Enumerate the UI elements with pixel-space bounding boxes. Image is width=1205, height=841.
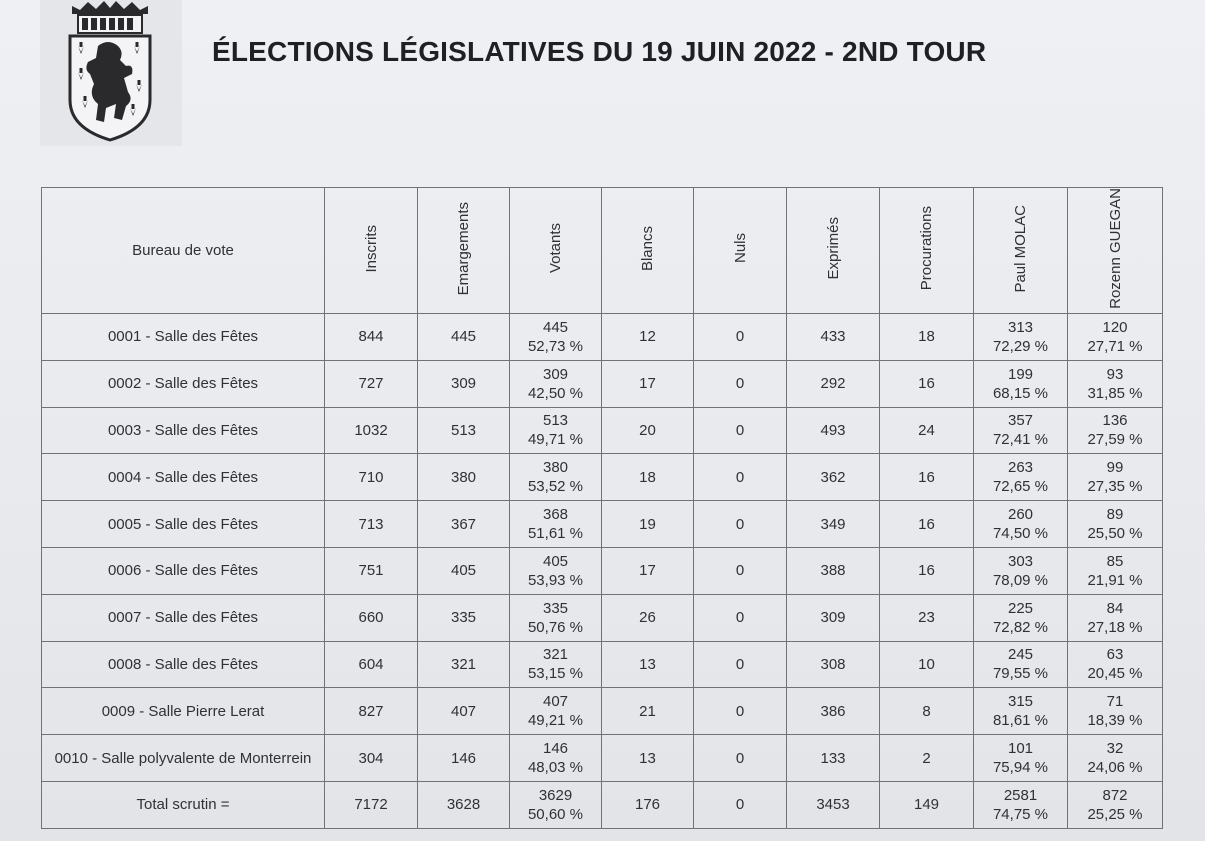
cell-votants bbox=[510, 735, 602, 782]
cell-percentage: 53,52 % bbox=[527, 478, 584, 496]
cell-procurations: 8 bbox=[880, 688, 974, 735]
cell-candidate-1 bbox=[974, 735, 1068, 782]
table-row bbox=[42, 641, 1163, 688]
page-title: ÉLECTIONS LÉGISLATIVES DU 19 JUIN 2022 - 2ND TOUR bbox=[212, 36, 987, 67]
cell-bureau: 0010 - Salle polyvalente de Monterrein bbox=[42, 735, 325, 782]
cell-nuls: 0 bbox=[694, 547, 787, 594]
cell-count: 407 bbox=[542, 693, 569, 711]
cell-procurations: 16 bbox=[880, 547, 974, 594]
cell-blancs: 12 bbox=[602, 314, 694, 361]
cell-percentage: 53,93 % bbox=[527, 571, 584, 589]
cell-inscrits: 304 bbox=[325, 735, 418, 782]
cell-emargements: 309 bbox=[418, 360, 510, 407]
cell-percentage: 27,59 % bbox=[1087, 431, 1143, 449]
cell-inscrits: 751 bbox=[325, 547, 418, 594]
column-header-label: Exprimés bbox=[824, 217, 842, 280]
cell-count: 99 bbox=[1106, 459, 1124, 477]
cell-inscrits: 844 bbox=[325, 314, 418, 361]
table-row bbox=[42, 735, 1163, 782]
cell-candidate-2 bbox=[1068, 407, 1163, 454]
cell-blancs: 26 bbox=[602, 594, 694, 641]
cell-exprimes: 493 bbox=[787, 407, 880, 454]
cell-count: 245 bbox=[1007, 646, 1034, 664]
table-row bbox=[42, 688, 1163, 735]
cell-candidate-2 bbox=[1068, 781, 1163, 828]
cell-count: 357 bbox=[1007, 412, 1034, 430]
cell-count: 405 bbox=[542, 552, 569, 570]
cell-blancs: 176 bbox=[602, 781, 694, 828]
cell-emargements: 380 bbox=[418, 454, 510, 501]
cell-emargements: 513 bbox=[418, 407, 510, 454]
cell-procurations: 16 bbox=[880, 454, 974, 501]
cell-candidate-2 bbox=[1068, 641, 1163, 688]
cell-percentage: 27,71 % bbox=[1087, 337, 1143, 355]
cell-exprimes: 133 bbox=[787, 735, 880, 782]
cell-blancs: 13 bbox=[602, 735, 694, 782]
cell-procurations: 10 bbox=[880, 641, 974, 688]
cell-bureau: 0005 - Salle des Fêtes bbox=[42, 501, 325, 548]
column-header-nuls bbox=[694, 188, 787, 314]
cell-percentage: 50,76 % bbox=[527, 618, 584, 636]
cell-percentage: 74,50 % bbox=[992, 525, 1049, 543]
cell-percentage: 78,09 % bbox=[992, 571, 1049, 589]
cell-count: 313 bbox=[1007, 318, 1034, 336]
column-header-label: Nuls bbox=[731, 233, 749, 264]
cell-votants bbox=[510, 407, 602, 454]
cell-candidate-1 bbox=[974, 594, 1068, 641]
cell-candidate-2 bbox=[1068, 454, 1163, 501]
cell-candidate-1 bbox=[974, 501, 1068, 548]
cell-count: 101 bbox=[1007, 740, 1034, 758]
cell-count: 136 bbox=[1102, 412, 1128, 430]
cell-exprimes: 362 bbox=[787, 454, 880, 501]
cell-votants bbox=[510, 501, 602, 548]
cell-count: 872 bbox=[1102, 786, 1128, 804]
cell-count: 309 bbox=[542, 365, 569, 383]
cell-bureau: 0007 - Salle des Fêtes bbox=[42, 594, 325, 641]
cell-candidate-1 bbox=[974, 360, 1068, 407]
cell-blancs: 13 bbox=[602, 641, 694, 688]
cell-votants bbox=[510, 688, 602, 735]
cell-exprimes: 308 bbox=[787, 641, 880, 688]
column-header-label: Paul MOLAC bbox=[1012, 204, 1029, 293]
cell-count: 146 bbox=[542, 740, 569, 758]
cell-percentage: 72,29 % bbox=[992, 337, 1049, 355]
cell-emargements: 367 bbox=[418, 501, 510, 548]
cell-nuls: 0 bbox=[694, 641, 787, 688]
cell-candidate-1 bbox=[974, 781, 1068, 828]
cell-emargements: 146 bbox=[418, 735, 510, 782]
cell-percentage: 81,61 % bbox=[992, 712, 1049, 730]
column-header-label: Votants bbox=[547, 223, 564, 274]
cell-bureau: 0004 - Salle des Fêtes bbox=[42, 454, 325, 501]
cell-count: 3629 bbox=[538, 786, 573, 804]
cell-votants bbox=[510, 641, 602, 688]
cell-candidate-2 bbox=[1068, 594, 1163, 641]
cell-count: 513 bbox=[542, 412, 569, 430]
coat-of-arms-icon bbox=[64, 0, 156, 142]
cell-procurations: 18 bbox=[880, 314, 974, 361]
cell-bureau: 0008 - Salle des Fêtes bbox=[42, 641, 325, 688]
cell-votants bbox=[510, 781, 602, 828]
cell-candidate-2 bbox=[1068, 547, 1163, 594]
cell-count: 335 bbox=[542, 599, 569, 617]
cell-nuls: 0 bbox=[694, 314, 787, 361]
cell-nuls: 0 bbox=[694, 781, 787, 828]
cell-inscrits: 827 bbox=[325, 688, 418, 735]
cell-percentage: 74,75 % bbox=[992, 805, 1049, 823]
column-header-votants bbox=[510, 188, 602, 314]
table-row bbox=[42, 407, 1163, 454]
cell-bureau: 0006 - Salle des Fêtes bbox=[42, 547, 325, 594]
cell-count: 120 bbox=[1102, 318, 1128, 336]
cell-inscrits: 1032 bbox=[325, 407, 418, 454]
cell-percentage: 25,25 % bbox=[1087, 805, 1143, 823]
cell-procurations: 24 bbox=[880, 407, 974, 454]
column-header-label: Blancs bbox=[639, 225, 656, 272]
cell-percentage: 27,35 % bbox=[1087, 478, 1143, 496]
cell-candidate-2 bbox=[1068, 314, 1163, 361]
cell-count: 225 bbox=[1007, 599, 1034, 617]
cell-nuls: 0 bbox=[694, 407, 787, 454]
cell-nuls: 0 bbox=[694, 735, 787, 782]
cell-candidate-2 bbox=[1068, 735, 1163, 782]
cell-percentage: 49,21 % bbox=[527, 712, 584, 730]
cell-nuls: 0 bbox=[694, 688, 787, 735]
cell-count: 2581 bbox=[1003, 786, 1038, 804]
cell-count: 199 bbox=[1007, 365, 1034, 383]
cell-candidate-1 bbox=[974, 314, 1068, 361]
cell-emargements: 3628 bbox=[418, 781, 510, 828]
cell-percentage: 72,41 % bbox=[992, 431, 1049, 449]
cell-nuls: 0 bbox=[694, 594, 787, 641]
column-header-procurations bbox=[880, 188, 974, 314]
cell-percentage: 53,15 % bbox=[527, 665, 584, 683]
cell-candidate-1 bbox=[974, 407, 1068, 454]
cell-nuls: 0 bbox=[694, 360, 787, 407]
cell-procurations: 23 bbox=[880, 594, 974, 641]
cell-count: 315 bbox=[1007, 693, 1034, 711]
cell-votants bbox=[510, 314, 602, 361]
cell-percentage: 68,15 % bbox=[992, 384, 1049, 402]
cell-percentage: 51,61 % bbox=[527, 525, 584, 543]
cell-percentage: 25,50 % bbox=[1087, 525, 1143, 543]
results-table bbox=[41, 187, 1163, 829]
table-row bbox=[42, 314, 1163, 361]
cell-procurations: 149 bbox=[880, 781, 974, 828]
cell-blancs: 21 bbox=[602, 688, 694, 735]
column-header-label: Inscrits bbox=[362, 224, 380, 273]
cell-count: 445 bbox=[542, 318, 569, 336]
cell-count: 32 bbox=[1106, 740, 1124, 758]
cell-candidate-2 bbox=[1068, 360, 1163, 407]
cell-count: 71 bbox=[1106, 693, 1124, 711]
cell-inscrits: 604 bbox=[325, 641, 418, 688]
cell-candidate-1 bbox=[974, 688, 1068, 735]
cell-percentage: 21,91 % bbox=[1087, 571, 1143, 589]
cell-inscrits: 713 bbox=[325, 501, 418, 548]
table-header-row bbox=[42, 188, 1163, 314]
cell-blancs: 18 bbox=[602, 454, 694, 501]
cell-blancs: 19 bbox=[602, 501, 694, 548]
table-row bbox=[42, 501, 1163, 548]
cell-blancs: 17 bbox=[602, 360, 694, 407]
cell-blancs: 17 bbox=[602, 547, 694, 594]
cell-percentage: 24,06 % bbox=[1087, 759, 1143, 777]
cell-percentage: 31,85 % bbox=[1087, 384, 1143, 402]
cell-emargements: 405 bbox=[418, 547, 510, 594]
cell-percentage: 27,18 % bbox=[1087, 618, 1143, 636]
cell-candidate-1 bbox=[974, 547, 1068, 594]
cell-percentage: 72,82 % bbox=[992, 618, 1049, 636]
cell-count: 368 bbox=[542, 506, 569, 524]
cell-count: 93 bbox=[1106, 365, 1124, 383]
cell-count: 380 bbox=[542, 459, 569, 477]
cell-percentage: 75,94 % bbox=[992, 759, 1049, 777]
cell-bureau: 0009 - Salle Pierre Lerat bbox=[42, 688, 325, 735]
cell-inscrits: 710 bbox=[325, 454, 418, 501]
cell-count: 321 bbox=[542, 646, 569, 664]
cell-exprimes: 309 bbox=[787, 594, 880, 641]
cell-percentage: 79,55 % bbox=[992, 665, 1049, 683]
cell-procurations: 16 bbox=[880, 360, 974, 407]
cell-percentage: 50,60 % bbox=[527, 805, 584, 823]
cell-percentage: 20,45 % bbox=[1087, 665, 1143, 683]
cell-count: 84 bbox=[1106, 599, 1124, 617]
cell-exprimes: 349 bbox=[787, 501, 880, 548]
column-header-label: Rozenn GUEGAN bbox=[1106, 188, 1124, 309]
table-row bbox=[42, 360, 1163, 407]
cell-inscrits: 660 bbox=[325, 594, 418, 641]
cell-exprimes: 388 bbox=[787, 547, 880, 594]
cell-inscrits: 7172 bbox=[325, 781, 418, 828]
cell-count: 263 bbox=[1007, 459, 1034, 477]
total-row bbox=[42, 781, 1163, 828]
cell-candidate-1 bbox=[974, 454, 1068, 501]
table-row bbox=[42, 594, 1163, 641]
column-header-inscrits bbox=[325, 188, 418, 314]
cell-exprimes: 3453 bbox=[787, 781, 880, 828]
cell-candidate-1 bbox=[974, 641, 1068, 688]
cell-percentage: 18,39 % bbox=[1087, 712, 1143, 730]
cell-count: 89 bbox=[1106, 506, 1124, 524]
cell-candidate-2 bbox=[1068, 688, 1163, 735]
cell-emargements: 335 bbox=[418, 594, 510, 641]
cell-votants bbox=[510, 594, 602, 641]
cell-count: 85 bbox=[1106, 552, 1124, 570]
cell-bureau: 0003 - Salle des Fêtes bbox=[42, 407, 325, 454]
cell-exprimes: 386 bbox=[787, 688, 880, 735]
total-label: Total scrutin = bbox=[42, 781, 325, 828]
cell-nuls: 0 bbox=[694, 454, 787, 501]
cell-percentage: 42,50 % bbox=[527, 384, 584, 402]
cell-emargements: 407 bbox=[418, 688, 510, 735]
cell-percentage: 49,71 % bbox=[527, 431, 584, 449]
cell-procurations: 2 bbox=[880, 735, 974, 782]
cell-procurations: 16 bbox=[880, 501, 974, 548]
cell-emargements: 321 bbox=[418, 641, 510, 688]
column-header-label: Emargements bbox=[455, 201, 472, 296]
cell-nuls: 0 bbox=[694, 501, 787, 548]
cell-votants bbox=[510, 360, 602, 407]
cell-inscrits: 727 bbox=[325, 360, 418, 407]
cell-candidate-2 bbox=[1068, 501, 1163, 548]
table-row bbox=[42, 547, 1163, 594]
cell-bureau: 0002 - Salle des Fêtes bbox=[42, 360, 325, 407]
column-header-emargements bbox=[418, 188, 510, 314]
cell-votants bbox=[510, 547, 602, 594]
column-header-label: Procurations bbox=[918, 206, 935, 291]
column-header-blancs bbox=[602, 188, 694, 314]
column-header-exprimes bbox=[787, 188, 880, 314]
cell-exprimes: 433 bbox=[787, 314, 880, 361]
cell-percentage: 52,73 % bbox=[527, 337, 584, 355]
cell-count: 260 bbox=[1007, 506, 1034, 524]
cell-votants bbox=[510, 454, 602, 501]
table-row bbox=[42, 454, 1163, 501]
cell-bureau: 0001 - Salle des Fêtes bbox=[42, 314, 325, 361]
cell-percentage: 72,65 % bbox=[992, 478, 1049, 496]
cell-blancs: 20 bbox=[602, 407, 694, 454]
cell-percentage: 48,03 % bbox=[527, 759, 584, 777]
column-header-candidate-1 bbox=[974, 188, 1068, 314]
cell-count: 303 bbox=[1007, 552, 1034, 570]
column-header-candidate-2 bbox=[1068, 188, 1163, 314]
cell-count: 63 bbox=[1106, 646, 1124, 664]
column-header-bureau: Bureau de vote bbox=[42, 188, 325, 314]
cell-exprimes: 292 bbox=[787, 360, 880, 407]
cell-emargements: 445 bbox=[418, 314, 510, 361]
